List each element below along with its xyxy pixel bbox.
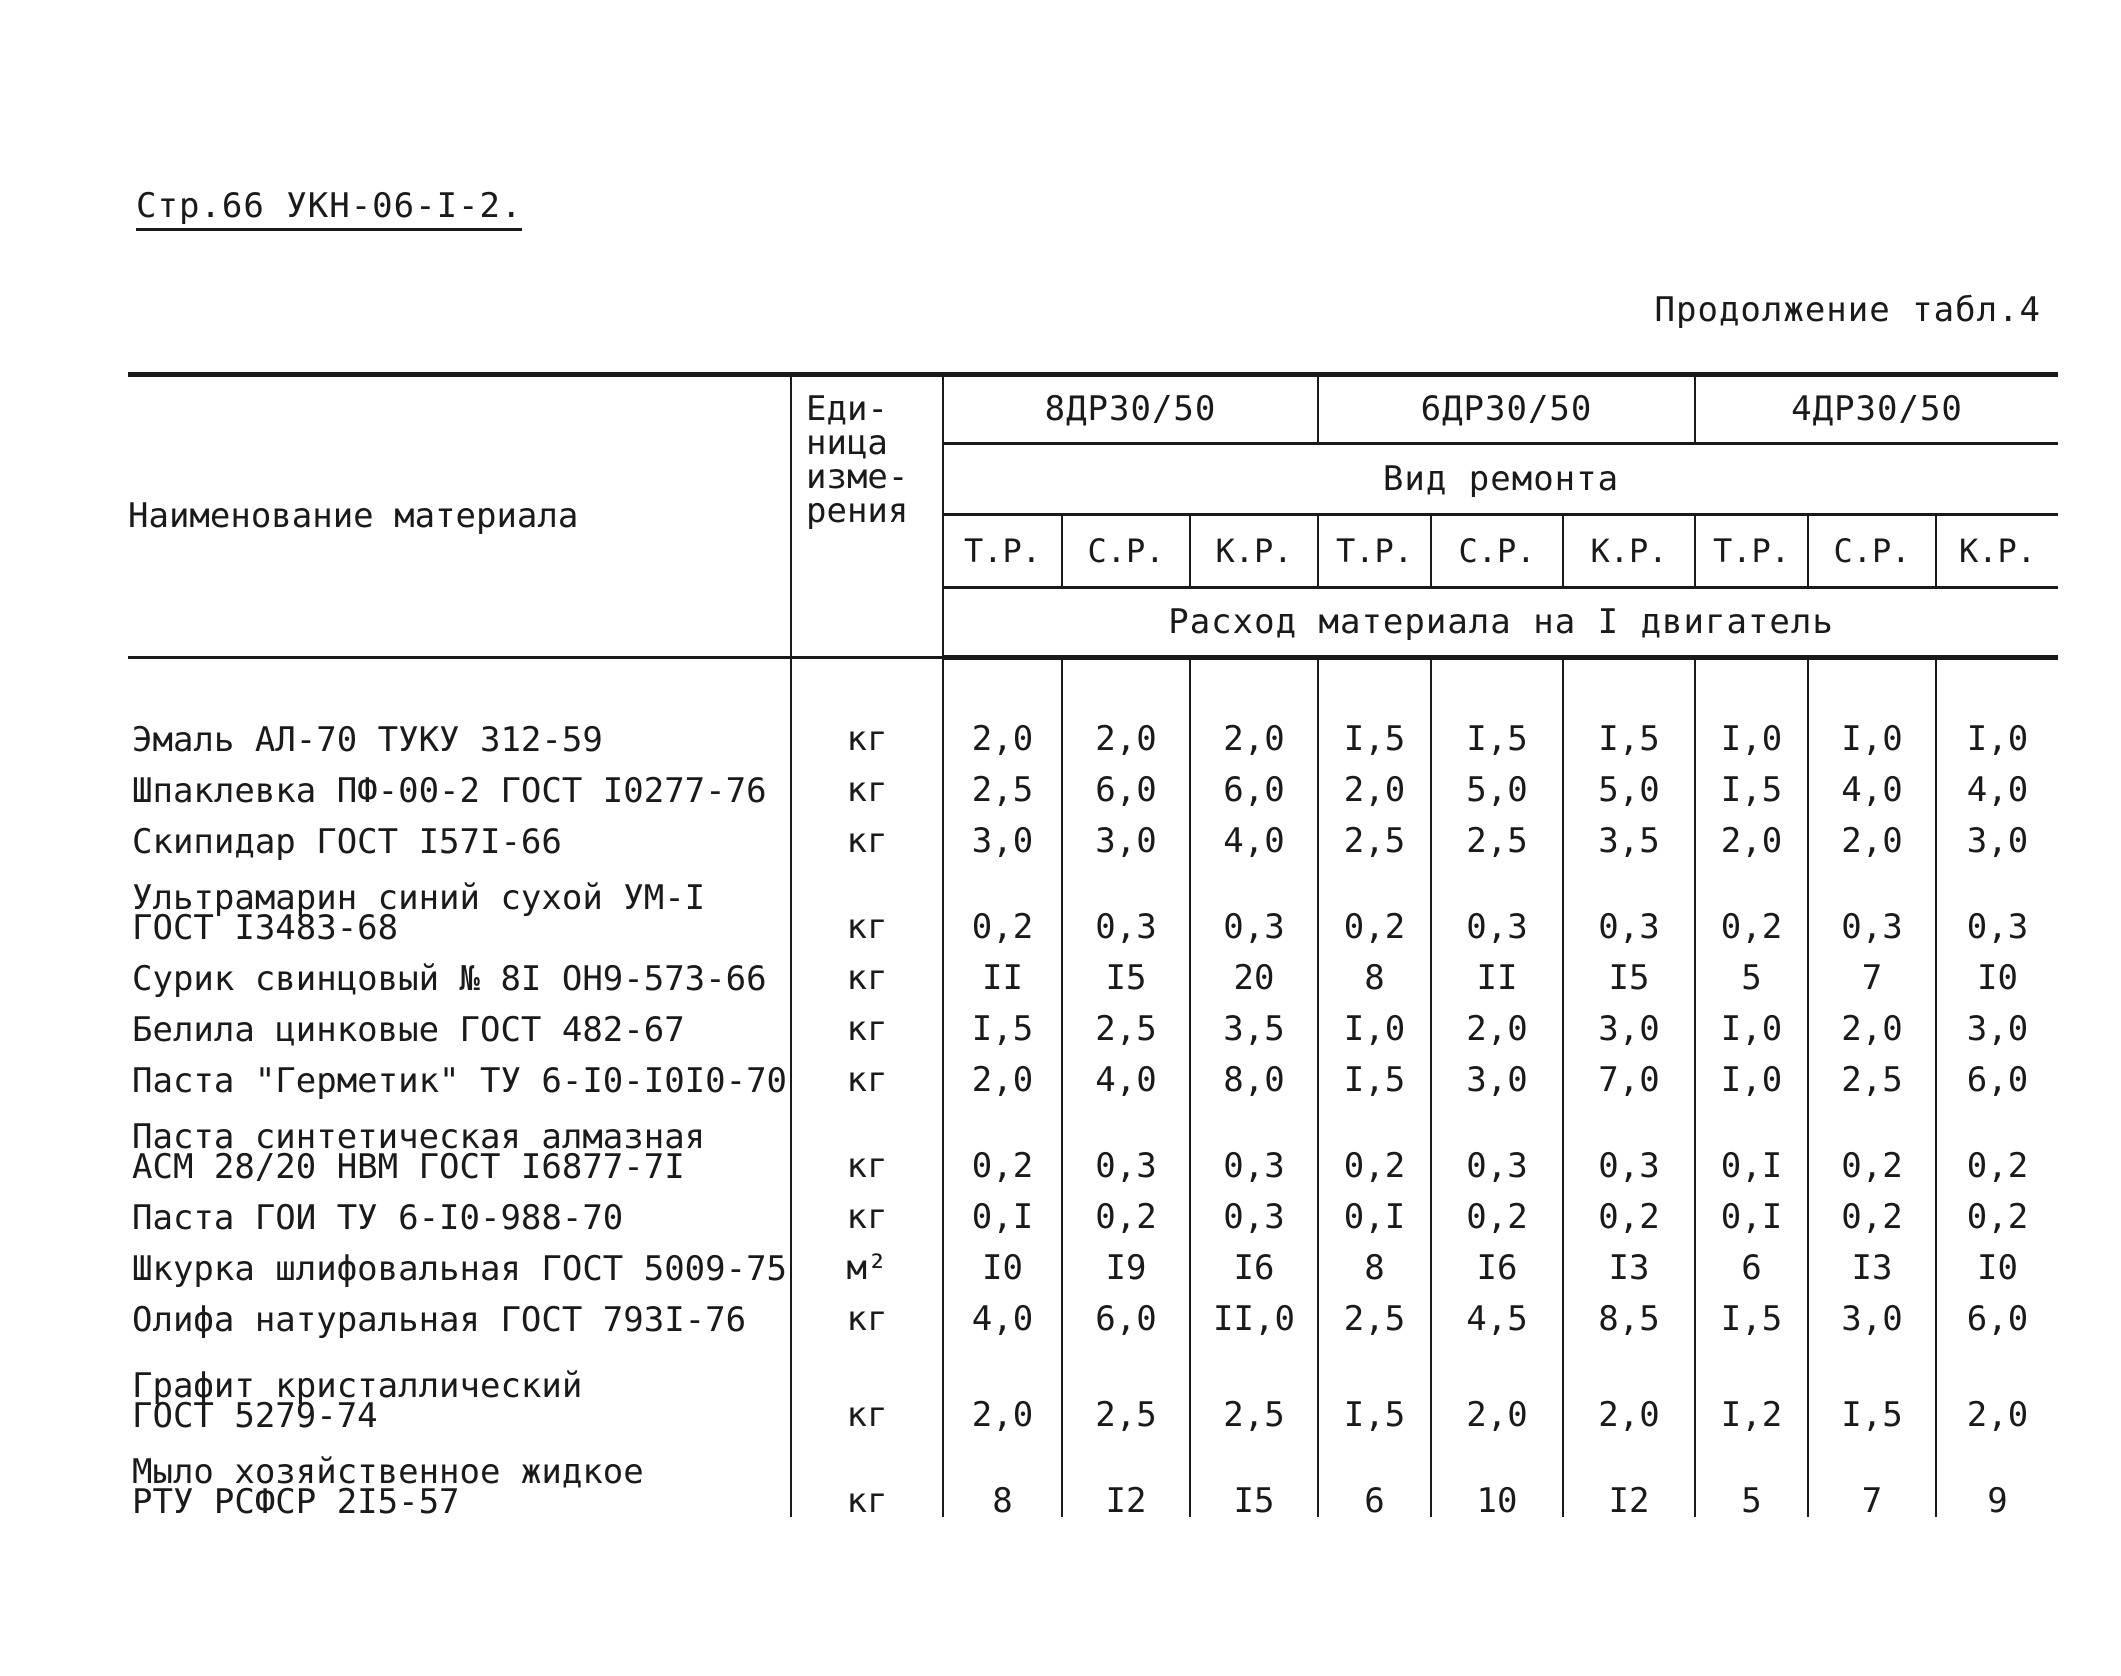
value-cell: I,5	[1431, 704, 1563, 755]
value-cell: 2,0	[1431, 994, 1563, 1045]
value-cell: 5,0	[1563, 755, 1695, 806]
value-cell: 0,3	[1190, 857, 1318, 943]
value-cell: 2,5	[1808, 1045, 1936, 1096]
value-cell: 3,0	[1966, 821, 2029, 861]
group-header-6dr: 6ДР30/50	[1318, 376, 1695, 444]
value-cell: 3,5	[1563, 806, 1695, 857]
subcol-header: К.Р.	[1936, 515, 2058, 588]
value-cell: 0,I	[1695, 1182, 1808, 1233]
material-name-cell: Мыло хозяйственное жидкое РТУ РСФСР 2I5-57	[128, 1431, 791, 1517]
value-cell: 2,0	[1318, 755, 1431, 806]
value-cell: 2,5	[1190, 1335, 1318, 1431]
material-name-cell: Паста "Герметик" ТУ 6-I0-I0I0-70	[128, 1045, 791, 1096]
value-cell: 6,0	[1966, 1299, 2029, 1339]
value-cell: 0,3	[1062, 857, 1190, 943]
value-cell: 2,5	[1062, 1335, 1190, 1431]
unit-cell: кг	[791, 1182, 943, 1233]
page-reference: Стр.66 УКН-06-I-2.	[136, 186, 522, 231]
value-cell: 6	[1318, 1431, 1431, 1517]
unit-cell: кг	[791, 1335, 943, 1431]
value-cell: 8	[1318, 1233, 1431, 1284]
value-cell: 0,3	[1062, 1096, 1190, 1182]
value-cell: 6,0	[1190, 755, 1318, 806]
value-cell: 0,2	[1431, 1182, 1563, 1233]
value-cell: I5	[1190, 1431, 1318, 1517]
unit-cell: кг	[791, 1045, 943, 1096]
table-body	[128, 658, 2058, 1522]
column-header-material-name: Наименование материала	[128, 376, 791, 658]
materials-consumption-table	[128, 376, 2058, 1522]
value-cell: 0,3	[1808, 857, 1936, 943]
group-header-4dr: 4ДР30/50	[1695, 376, 2058, 444]
value-cell: 5,0	[1431, 755, 1563, 806]
value-cell: I0	[1977, 1248, 2018, 1288]
value-cell: I0	[943, 1233, 1062, 1284]
table-row	[128, 1335, 2058, 1431]
value-cell: 0,2	[1966, 1146, 2029, 1186]
value-cell: 2,0	[1808, 806, 1936, 857]
value-cell: 2,5	[1318, 1284, 1431, 1335]
value-cell: 4,5	[1431, 1284, 1563, 1335]
value-cell: I,0	[1318, 994, 1431, 1045]
table-continuation-label: Продолжение табл.4	[1654, 290, 2041, 330]
value-cell: I,0	[1695, 704, 1808, 755]
unit-cell: кг	[791, 1431, 943, 1517]
value-cell: I6	[1431, 1233, 1563, 1284]
value-cell: 4,0	[1190, 806, 1318, 857]
value-cell: I9	[1062, 1233, 1190, 1284]
value-cell: 6,0	[1062, 755, 1190, 806]
value-cell: II	[1431, 943, 1563, 994]
value-cell: 0,3	[1966, 907, 2029, 947]
value-cell: 2,5	[1318, 806, 1431, 857]
group-header-8dr: 8ДР30/50	[943, 376, 1318, 444]
value-cell: I,5	[1563, 704, 1695, 755]
material-name-cell: Олифа натуральная ГОСТ 793I-76	[128, 1284, 791, 1335]
value-cell: 0,2	[1318, 1096, 1431, 1182]
value-cell: 2,0	[1695, 806, 1808, 857]
material-name-cell: Сурик свинцовый № 8I ОН9-573-66	[128, 943, 791, 994]
value-cell: 0,2	[1563, 1182, 1695, 1233]
table-row	[128, 1182, 2058, 1233]
unit-cell: кг	[791, 806, 943, 857]
table-row	[128, 806, 2058, 857]
value-cell: 0,2	[1695, 857, 1808, 943]
value-cell: 0,2	[1808, 1182, 1936, 1233]
material-name-cell: Шпаклевка ПФ-00-2 ГОСТ I0277-76	[128, 755, 791, 806]
value-cell: 2,0	[1062, 704, 1190, 755]
unit-cell: кг	[791, 943, 943, 994]
value-cell: 2,5	[943, 755, 1062, 806]
value-cell: II,0	[1190, 1284, 1318, 1335]
unit-cell: кг	[791, 1284, 943, 1335]
value-cell: 8	[943, 1431, 1062, 1517]
value-cell: 2,0	[1190, 704, 1318, 755]
value-cell: I,0	[1808, 704, 1936, 755]
value-cell: I,2	[1695, 1335, 1808, 1431]
table-row	[128, 943, 2058, 994]
value-cell: 0,2	[1966, 1197, 2029, 1237]
value-cell: 6	[1695, 1233, 1808, 1284]
value-cell: I6	[1190, 1233, 1318, 1284]
value-cell: 0,2	[943, 857, 1062, 943]
value-cell: 9	[1987, 1481, 2008, 1521]
value-cell: I2	[1563, 1431, 1695, 1517]
table-row	[128, 1045, 2058, 1096]
value-cell: 20	[1190, 943, 1318, 994]
value-cell: 3,0	[1062, 806, 1190, 857]
value-cell: 0,3	[1431, 1096, 1563, 1182]
value-cell: 4,0	[1808, 755, 1936, 806]
value-cell: I,5	[1808, 1335, 1936, 1431]
table-row	[128, 994, 2058, 1045]
value-cell: I,0	[1966, 719, 2029, 759]
table-row	[128, 857, 2058, 943]
table-row	[128, 1233, 2058, 1284]
value-cell: I,5	[1318, 1335, 1431, 1431]
value-cell: 3,5	[1190, 994, 1318, 1045]
subcol-header: Т.Р.	[1695, 515, 1808, 588]
value-cell: 3,0	[1563, 994, 1695, 1045]
value-cell: 0,2	[1808, 1096, 1936, 1182]
material-name-cell: Скипидар ГОСТ I57I-66	[128, 806, 791, 857]
subcol-header: С.Р.	[1808, 515, 1936, 588]
subcol-header: С.Р.	[1062, 515, 1190, 588]
value-cell: 3,0	[943, 806, 1062, 857]
value-cell: 7,0	[1563, 1045, 1695, 1096]
value-cell: I3	[1808, 1233, 1936, 1284]
material-name-cell: Паста синтетическая алмазная АСМ 28/20 НВМ ГОСТ I6877-7I	[128, 1096, 791, 1182]
subcol-header: С.Р.	[1431, 515, 1563, 588]
unit-cell: кг	[791, 755, 943, 806]
unit-cell: м²	[791, 1233, 943, 1284]
value-cell: I5	[1563, 943, 1695, 994]
value-cell: 5	[1695, 1431, 1808, 1517]
value-cell: 7	[1808, 943, 1936, 994]
material-name-cell: Белила цинковые ГОСТ 482-67	[128, 994, 791, 1045]
value-cell: 2,0	[1431, 1335, 1563, 1431]
consumption-header: Расход материала на I двигатель	[943, 588, 2058, 658]
value-cell: 7	[1808, 1431, 1936, 1517]
value-cell: 0,2	[943, 1096, 1062, 1182]
material-name-cell: Эмаль АЛ-70 ТУКУ 312-59	[128, 704, 791, 755]
value-cell: 0,3	[1190, 1182, 1318, 1233]
repair-type-header: Вид ремонта	[943, 444, 2058, 515]
value-cell: I,0	[1695, 994, 1808, 1045]
unit-header-text: Еди- ница изме- рения	[806, 389, 909, 531]
value-cell: I3	[1563, 1233, 1695, 1284]
value-cell: 3,0	[1431, 1045, 1563, 1096]
unit-cell: кг	[791, 1096, 943, 1182]
value-cell: 8,5	[1563, 1284, 1695, 1335]
table-spacer-row	[128, 658, 2058, 705]
value-cell: 2,5	[1431, 806, 1563, 857]
value-cell: 2,0	[1808, 994, 1936, 1045]
value-cell: 2,0	[943, 1335, 1062, 1431]
unit-cell: кг	[791, 704, 943, 755]
value-cell: I5	[1062, 943, 1190, 994]
value-cell: 8	[1318, 943, 1431, 994]
column-header-unit	[791, 376, 943, 658]
value-cell: 3,0	[1808, 1284, 1936, 1335]
value-cell: 6,0	[1062, 1284, 1190, 1335]
value-cell: 0,3	[1563, 857, 1695, 943]
value-cell: I,0	[1695, 1045, 1808, 1096]
unit-cell: кг	[791, 857, 943, 943]
value-cell: 0,2	[1062, 1182, 1190, 1233]
value-cell: 2,0	[1563, 1335, 1695, 1431]
material-name-cell: Ультрамарин синий сухой УМ-I ГОСТ I3483-68	[128, 857, 791, 943]
table-row	[128, 755, 2058, 806]
value-cell: 0,2	[1318, 857, 1431, 943]
value-cell: 0,I	[1695, 1096, 1808, 1182]
value-cell: 8,0	[1190, 1045, 1318, 1096]
value-cell: 4,0	[943, 1284, 1062, 1335]
value-cell: 4,0	[1062, 1045, 1190, 1096]
subcol-header: Т.Р.	[1318, 515, 1431, 588]
value-cell: 2,5	[1062, 994, 1190, 1045]
value-cell: 0,3	[1431, 857, 1563, 943]
value-cell: I,5	[1318, 704, 1431, 755]
value-cell: 2,0	[943, 704, 1062, 755]
unit-cell: кг	[791, 994, 943, 1045]
table-row	[128, 1431, 2058, 1517]
value-cell: I0	[1977, 958, 2018, 998]
value-cell: I,5	[1318, 1045, 1431, 1096]
value-cell: I,5	[1695, 755, 1808, 806]
subcol-header: К.Р.	[1563, 515, 1695, 588]
table-row	[128, 1284, 2058, 1335]
value-cell: 4,0	[1966, 770, 2029, 810]
value-cell: 2,0	[943, 1045, 1062, 1096]
value-cell: 0,3	[1563, 1096, 1695, 1182]
value-cell: 0,I	[943, 1182, 1062, 1233]
value-cell: 3,0	[1966, 1009, 2029, 1049]
value-cell: I,5	[943, 994, 1062, 1045]
table-row	[128, 1096, 2058, 1182]
value-cell: 0,3	[1190, 1096, 1318, 1182]
value-cell: 0,I	[1318, 1182, 1431, 1233]
value-cell: II	[943, 943, 1062, 994]
value-cell: I2	[1062, 1431, 1190, 1517]
value-cell: 2,0	[1966, 1395, 2029, 1435]
subcol-header: Т.Р.	[943, 515, 1062, 588]
value-cell: I,5	[1695, 1284, 1808, 1335]
subcol-header: К.Р.	[1190, 515, 1318, 588]
material-name-cell: Шкурка шлифовальная ГОСТ 5009-75	[128, 1233, 791, 1284]
table-row	[128, 704, 2058, 755]
material-name-cell: Паста ГОИ ТУ 6-I0-988-70	[128, 1182, 791, 1233]
material-name-cell: Графит кристаллический ГОСТ 5279-74	[128, 1335, 791, 1431]
value-cell: 10	[1431, 1431, 1563, 1517]
value-cell: 5	[1695, 943, 1808, 994]
value-cell: 6,0	[1966, 1060, 2029, 1100]
